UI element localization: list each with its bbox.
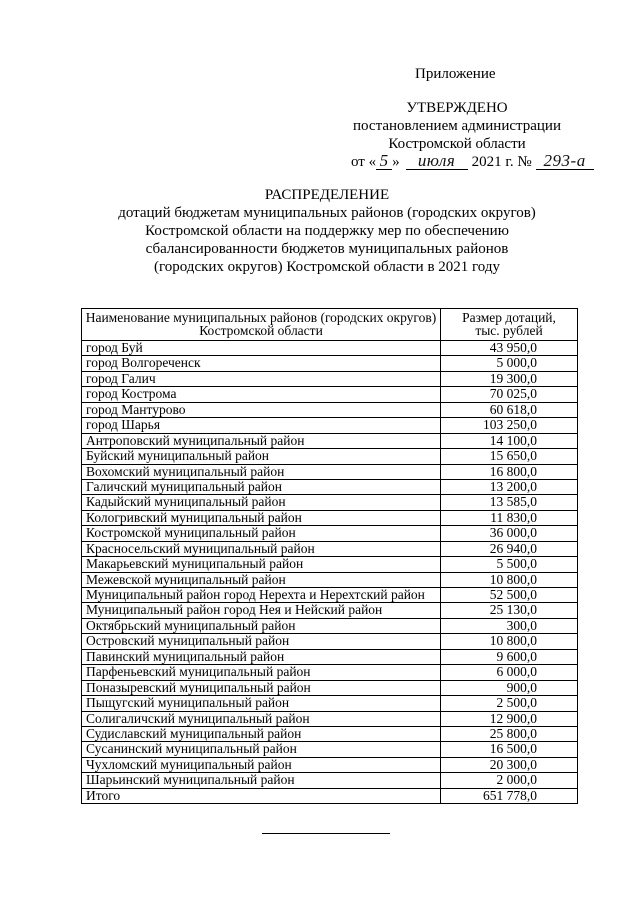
date-year-number-label: 2021 г. № xyxy=(471,154,532,170)
date-month-handwritten: июля xyxy=(406,152,468,170)
district-name: Шарьинский муниципальный район xyxy=(82,773,441,787)
subsidy-amount: 2 500,0 xyxy=(496,695,537,711)
header-amount-line: тыс. рублей xyxy=(475,323,543,338)
date-quote-close: » xyxy=(392,154,400,170)
table-row xyxy=(82,572,577,587)
table-row xyxy=(82,772,577,787)
district-name: город Галич xyxy=(82,372,441,386)
resolution-date-line xyxy=(351,152,594,172)
table-row xyxy=(82,741,577,756)
table-row xyxy=(82,556,577,571)
district-name: Островский муниципальный район xyxy=(82,634,441,648)
subsidy-amount: 13 200,0 xyxy=(489,478,537,494)
subsidy-amount: 900,0 xyxy=(506,679,537,695)
subsidy-amount: 16 500,0 xyxy=(489,741,537,757)
table-row xyxy=(82,340,577,355)
table-row xyxy=(82,355,577,370)
subsidy-amount: 5 000,0 xyxy=(496,355,537,371)
subsidy-amount: 5 500,0 xyxy=(496,556,537,572)
subsidy-amount: 60 618,0 xyxy=(489,401,537,417)
subsidy-amount: 19 300,0 xyxy=(489,370,537,386)
district-name: Антроповский муниципальный район xyxy=(82,434,441,448)
title-line: Костромской области на поддержку мер по обеспечению xyxy=(145,223,509,239)
table-row xyxy=(82,633,577,648)
district-name: Солигаличский муниципальный район xyxy=(82,712,441,726)
table-row xyxy=(82,649,577,664)
total-amount: 651 778,0 xyxy=(483,787,537,803)
table-row xyxy=(82,448,577,463)
subsidy-amount: 25 130,0 xyxy=(489,602,537,618)
subsidy-amount: 10 800,0 xyxy=(489,633,537,649)
approval-block xyxy=(352,99,562,153)
header-district-name xyxy=(82,309,441,340)
subsidy-amount: 26 940,0 xyxy=(489,540,537,556)
subsidy-amount: 300,0 xyxy=(506,617,537,633)
table-row xyxy=(82,680,577,695)
date-day-handwritten: 5 xyxy=(376,152,392,170)
issuer-line-2: Костромской области xyxy=(388,136,526,152)
district-name: Судиславский муниципальный район xyxy=(82,727,441,741)
table-row xyxy=(82,433,577,448)
table-row xyxy=(82,602,577,617)
subsidy-amount: 9 600,0 xyxy=(496,648,537,664)
table-row xyxy=(82,711,577,726)
table-row xyxy=(82,417,577,432)
approved-label: УТВЕРЖДЕНО xyxy=(406,100,508,116)
district-name: Буйский муниципальный район xyxy=(82,449,441,463)
district-name: Межевской муниципальный район xyxy=(82,573,441,587)
table-row xyxy=(82,587,577,602)
district-name: Чухломский муниципальный район xyxy=(82,758,441,772)
subsidy-amount: 52 500,0 xyxy=(489,587,537,602)
subsidy-amount: 2 000,0 xyxy=(496,772,537,788)
table-row xyxy=(82,618,577,633)
subsidy-amount: 14 100,0 xyxy=(489,432,537,448)
subsidy-amount: 10 800,0 xyxy=(489,571,537,587)
table-row xyxy=(82,541,577,556)
header-name-line: Наименование муниципальных районов (городских округов) xyxy=(85,310,437,325)
district-name: город Кострома xyxy=(82,387,441,401)
document-title xyxy=(80,186,574,276)
subsidy-amount: 6 000,0 xyxy=(496,664,537,680)
table-row xyxy=(82,402,577,417)
district-name: город Волгореченск xyxy=(82,356,441,370)
table-row xyxy=(82,464,577,479)
district-name: Кадыйский муниципальный район xyxy=(82,495,441,509)
subsidy-amount: 13 585,0 xyxy=(489,494,537,510)
subsidy-amount: 36 000,0 xyxy=(489,525,537,541)
district-name: город Шарья xyxy=(82,418,441,432)
district-name: Парфеньевский муниципальный район xyxy=(82,665,441,679)
table-row xyxy=(82,726,577,741)
subsidy-amount: 70 025,0 xyxy=(489,386,537,402)
district-name: Муниципальный район город Нерехта и Нерехтский район xyxy=(82,588,441,602)
title-heading: РАСПРЕДЕЛЕНИЕ xyxy=(264,187,390,203)
appendix-label: Приложение xyxy=(415,66,496,82)
subsidy-amount: 43 950,0 xyxy=(489,340,537,355)
title-line: сбалансированности бюджетов муниципальных районов xyxy=(145,241,509,257)
title-line: (городских округов) Костромской области в 2021 году xyxy=(153,259,501,275)
district-name: Кологривский муниципальный район xyxy=(82,511,441,525)
header-amount-line: Размер дотаций, xyxy=(462,310,556,325)
district-name: Вохомский муниципальный район xyxy=(82,465,441,479)
date-prefix: от « xyxy=(351,154,377,170)
table-row xyxy=(82,664,577,679)
resolution-number-handwritten: 293-а xyxy=(536,152,594,170)
subsidy-amount: 20 300,0 xyxy=(489,756,537,772)
issuer-line-1: постановлением администрации xyxy=(353,118,561,134)
table-row xyxy=(82,695,577,710)
header-amount xyxy=(441,309,577,340)
district-name: Галичский муниципальный район xyxy=(82,480,441,494)
table-header-row xyxy=(82,309,577,340)
district-name: Пыщугский муниципальный район xyxy=(82,696,441,710)
table-row xyxy=(82,371,577,386)
header-name-line: Костромской области xyxy=(199,323,323,338)
district-name: Муниципальный район город Нея и Нейский район xyxy=(82,603,441,617)
district-name: Макарьевский муниципальный район xyxy=(82,557,441,571)
table-row xyxy=(82,386,577,401)
district-name: Октябрьский муниципальный район xyxy=(82,619,441,633)
subsidy-amount: 15 650,0 xyxy=(489,448,537,464)
table-row xyxy=(82,494,577,509)
district-name: Красносельский муниципальный район xyxy=(82,542,441,556)
district-name: город Мантурово xyxy=(82,403,441,417)
table-total-row xyxy=(82,788,577,803)
district-name: Сусанинский муниципальный район xyxy=(82,742,441,756)
subsidy-amount: 12 900,0 xyxy=(489,710,537,726)
table-row xyxy=(82,757,577,772)
subsidy-amount: 11 830,0 xyxy=(490,509,537,525)
district-name: город Буй xyxy=(82,341,441,355)
subsidy-amount: 16 800,0 xyxy=(489,463,537,479)
district-name: Павинский муниципальный район xyxy=(82,650,441,664)
total-label: Итого xyxy=(82,789,441,803)
subsidy-amount: 103 250,0 xyxy=(483,417,537,433)
district-name: Поназыревский муниципальный район xyxy=(82,681,441,695)
district-name: Костромской муниципальный район xyxy=(82,526,441,540)
subsidy-distribution-table xyxy=(81,308,578,804)
footer-rule xyxy=(262,833,390,834)
table-row xyxy=(82,479,577,494)
table-row xyxy=(82,510,577,525)
table-row xyxy=(82,525,577,540)
title-line: дотаций бюджетам муниципальных районов (городских округов) xyxy=(118,205,536,221)
subsidy-amount: 25 800,0 xyxy=(489,725,537,741)
